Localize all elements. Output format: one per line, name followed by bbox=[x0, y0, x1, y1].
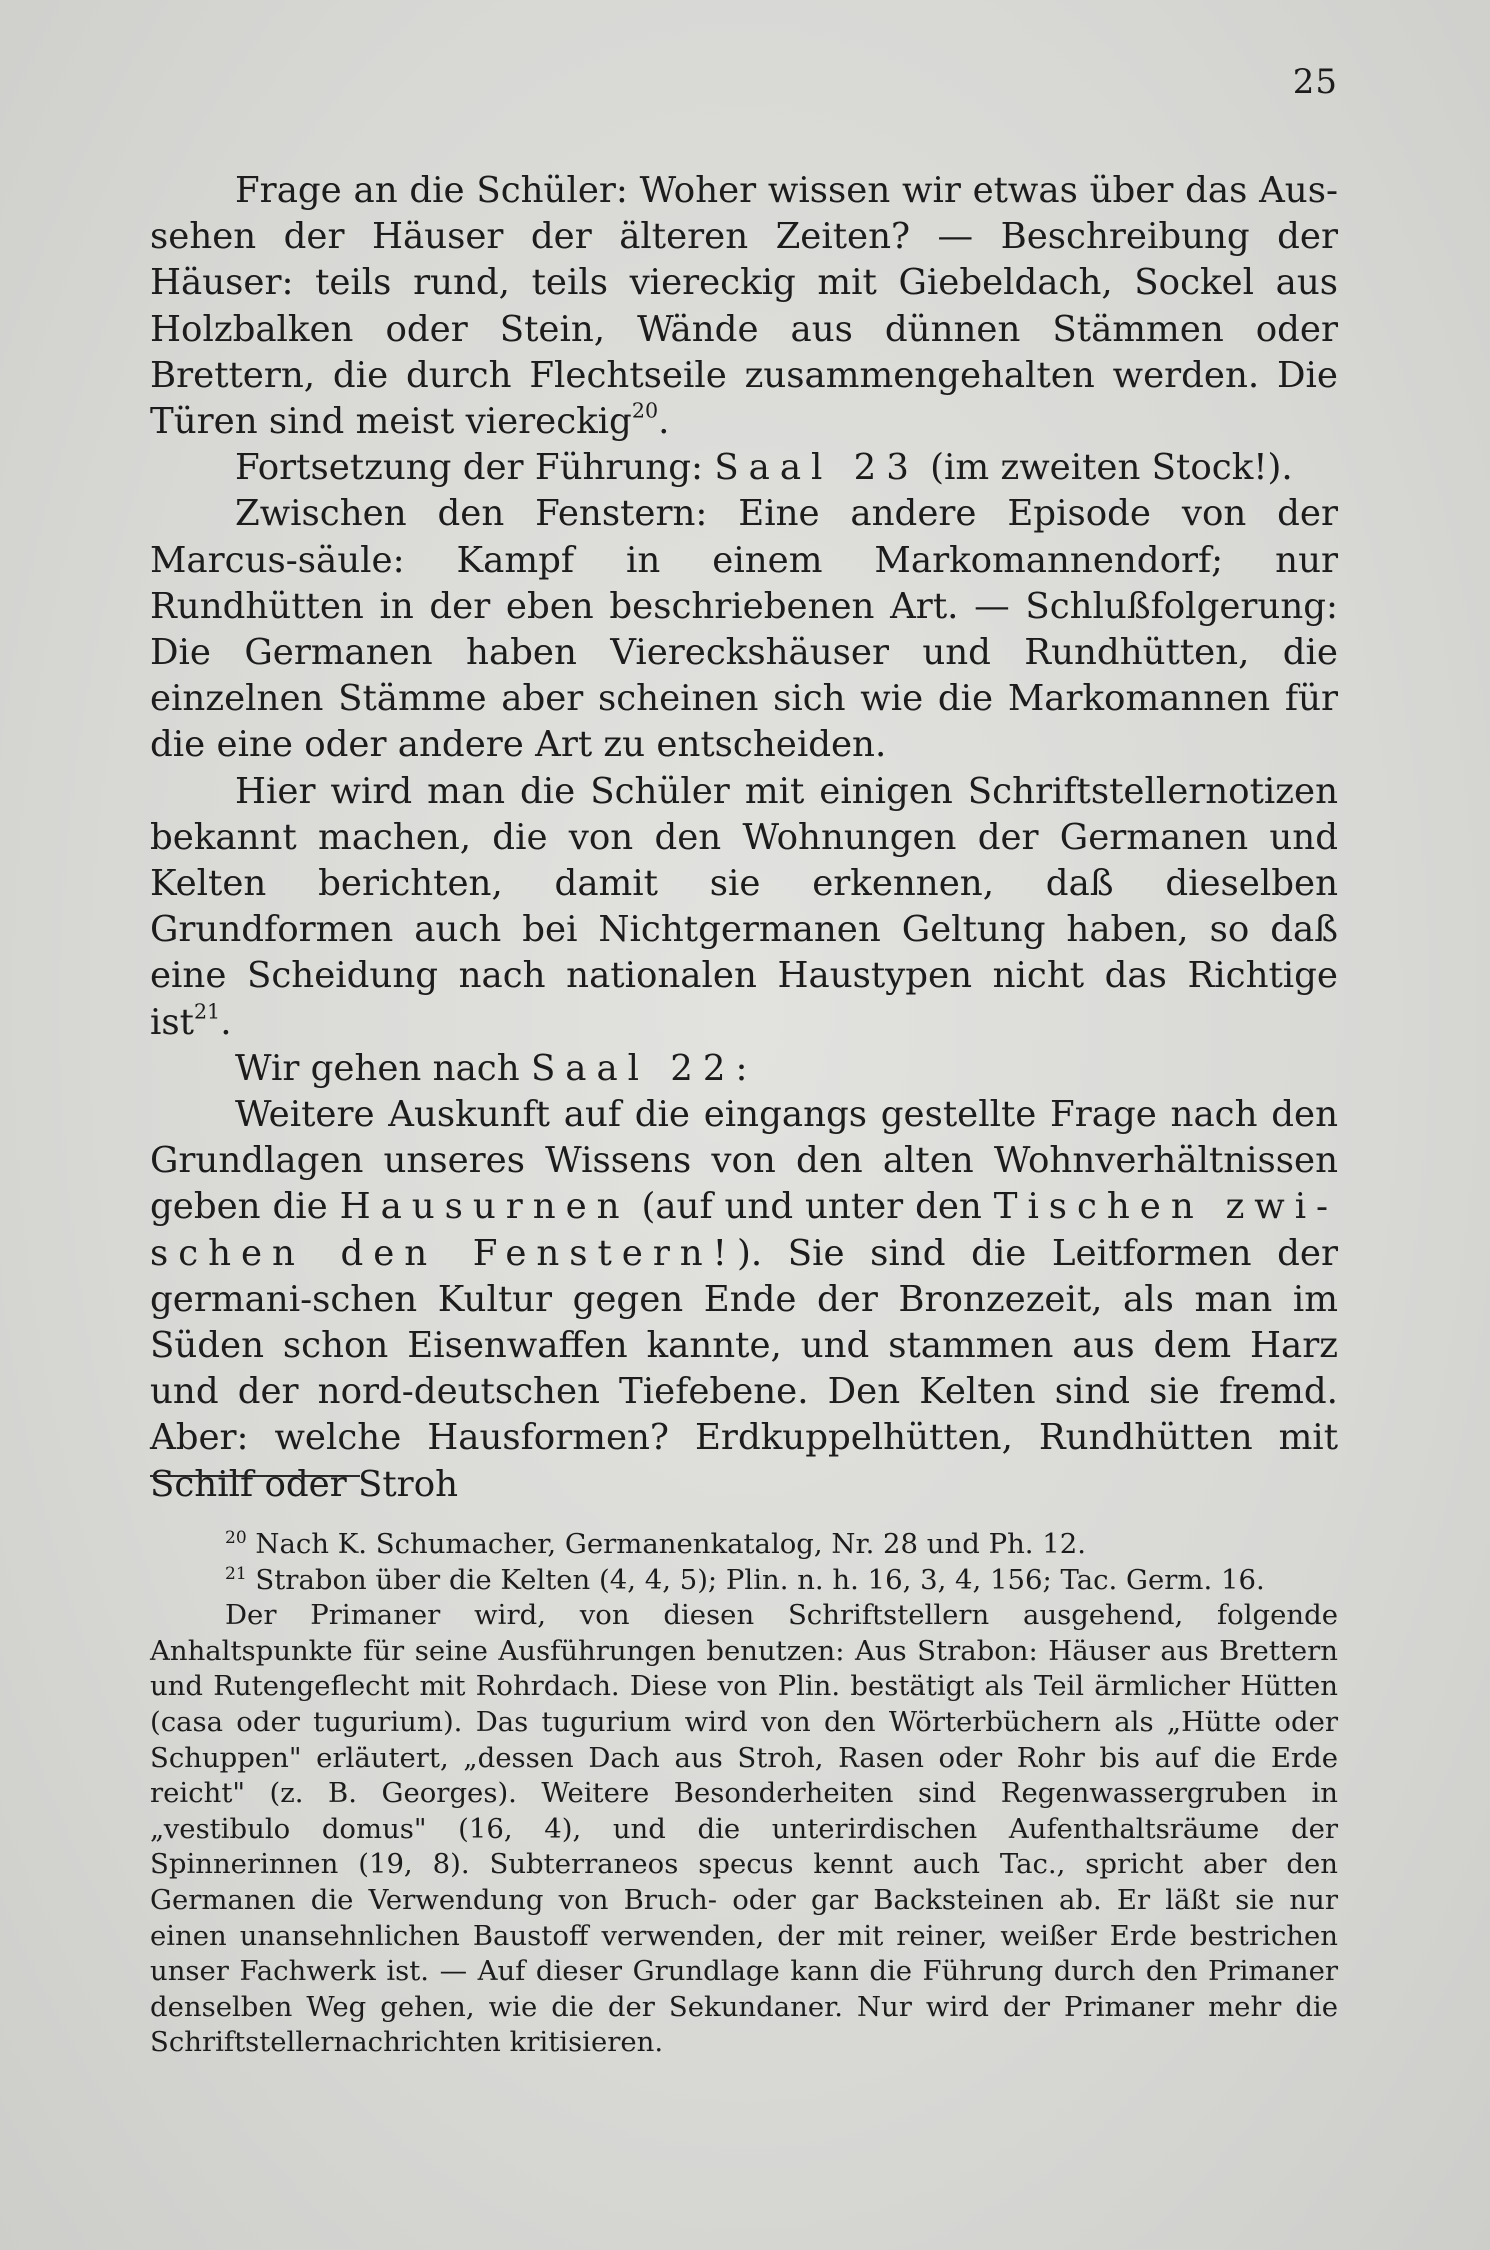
footnote-ref-20: 20 bbox=[631, 398, 659, 423]
footnote-21-mark: 21 bbox=[225, 1563, 247, 1584]
room-saal-23: Saal 23 bbox=[714, 447, 919, 489]
house-urns-text-c: ). Sie sind die Leitformen der germani-schen Kultur gegen Ende der Bronzezeit, als man im Süden schon Eisenwaffen kannte, und stammen aus dem Harz und der nord-deutschen Tiefebene. Den Kelten sind sie fremd. Aber: welche Hausformen? Erdkuppelhütten, Rundhütten mit Schilf oder Stroh bbox=[150, 1232, 1338, 1505]
page-number: 25 bbox=[1292, 62, 1338, 102]
footnote-20-mark: 20 bbox=[225, 1527, 247, 1548]
paragraph-writers-notes: Hier wird man die Schüler mit einigen Schriftstellernotizen bekannt machen, die von den Wohnungen der Germanen und Kelten berichten, damit sie erkennen, daß dieselben Grundformen auch bei Nichtgermanen Geltung haben, so daß eine Scheidung nach nationalen Haustypen nicht das Richtige ist$^{21}$. bbox=[150, 770, 1338, 1043]
term-hausurnen: Hausurnen bbox=[339, 1186, 630, 1228]
paragraph-house-urns bbox=[150, 1092, 1338, 1508]
paragraph-tour-continued bbox=[150, 445, 1338, 491]
paragraph-next-room bbox=[150, 1046, 1338, 1092]
footnote-21 bbox=[150, 1563, 1338, 1599]
writers-notes-text: Hier wird man die Schüler mit einigen Schriftstellernotizen bekannt machen, die von den Wohnungen der Germanen und Kelten berichten, damit sie erkennen, daß dieselben Grundformen auch bei Nichtgermanen Geltung haben, so daß eine Scheidung nach nationalen Haustypen nicht das Richtige ist bbox=[150, 770, 1338, 1043]
footnote-divider bbox=[150, 1475, 360, 1477]
footnote-21-continuation: Der Primaner wird, von diesen Schriftstellern ausgehend, folgende Anhaltspunkte für seine Ausführungen benutzen: Aus Strabon: Häuser aus Brettern und Rutengeflecht mit Rohrdach. Diese von Plin. bestätigt als Teil ärmlicher Hütten (casa oder tugurium). Das tugurium wird von den Wörterbüchern als „Hütte oder Schuppen" erläutert, „dessen Dach aus Stroh, Rasen oder Rohr bis auf die Erde reicht" (z. B. Georges). Weitere Besonderheiten sind Regenwassergruben in „vestibulo domus" (16, 4), und die unterirdischen Aufenthaltsräume der Spinnerinnen (19, 8). Subterraneos specus kennt auch Tac., spricht aber den Germanen die Verwendung von Bruch- oder gar Backsteinen ab. Er läßt sie nur einen unansehnlichen Baustoff verwenden, der mit reiner, weißer Erde bestrichen unser Fachwerk ist. — Auf dieser Grundlage kann die Führung durch den Primaner denselben Weg gehen, wie die der Sekundaner. Nur wird der Primaner mehr die Schriftstellernachrichten kritisieren. bbox=[150, 1599, 1338, 2059]
footnotes bbox=[150, 1527, 1338, 2061]
house-urns-text-b: (auf und unter den bbox=[641, 1186, 982, 1228]
term-tischen-fenstern: Tischen zwi-schen den Fenstern! bbox=[150, 1186, 1339, 1274]
footnote-21-text: Strabon über die Kelten (4, 4, 5); Plin. n. h. 16, 3, 4, 156; Tac. Germ. 16. bbox=[255, 1563, 1265, 1596]
paragraph-question: Frage an die Schüler: Woher wissen wir etwas über das Aus-sehen der Häuser der älteren Zeiten? — Beschreibung der Häuser: teils rund, teils viereckig mit Giebeldach, Sockel aus Holzbalken oder Stein, Wände aus dünnen Stämmen oder Brettern, die durch Flechtseile zusammengehalten werden. Die Türen sind meist viereckig$^{20}$. bbox=[150, 170, 1338, 443]
paragraph-question-text: Frage an die Schüler: Woher wissen wir etwas über das Aus-sehen der Häuser der älteren Zeiten? — Beschreibung der Häuser: teils rund, teils viereckig mit Giebeldach, Sockel aus Holzbalken oder Stein, Wände aus dünnen Stämmen oder Brettern, die durch Flechtseile zusammengehalten werden. Die Türen sind meist viereckig bbox=[150, 170, 1338, 443]
tour-continued-text: Fortsetzung der Führung: bbox=[235, 447, 703, 489]
room-saal-23-note: (im zweiten Stock!). bbox=[930, 447, 1293, 489]
footnote-20 bbox=[150, 1527, 1338, 1563]
footnote-ref-21: 21 bbox=[193, 999, 221, 1024]
next-room-text: Wir gehen nach bbox=[235, 1047, 520, 1089]
main-text bbox=[150, 168, 1338, 1508]
room-saal-22: Saal 22: bbox=[530, 1047, 758, 1089]
footnote-20-text: Nach K. Schumacher, Germanenkatalog, Nr. 28 und Ph. 12. bbox=[255, 1528, 1086, 1560]
house-urns-text-a: Weitere Auskunft auf die eingangs gestellte Frage nach den Grundlagen unseres Wissens von den alten Wohnverhältnissen geben die bbox=[150, 1094, 1338, 1228]
paragraph-between-windows: Zwischen den Fenstern: Eine andere Episode von der Marcus-säule: Kampf in einem Markomannendorf; nur Rundhütten in der eben beschriebenen Art. — Schlußfolgerung: Die Germanen haben Viereckshäuser und Rundhütten, die einzelnen Stämme aber scheinen sich wie die Markomannen für die eine oder andere Art zu entscheiden. bbox=[150, 493, 1338, 766]
